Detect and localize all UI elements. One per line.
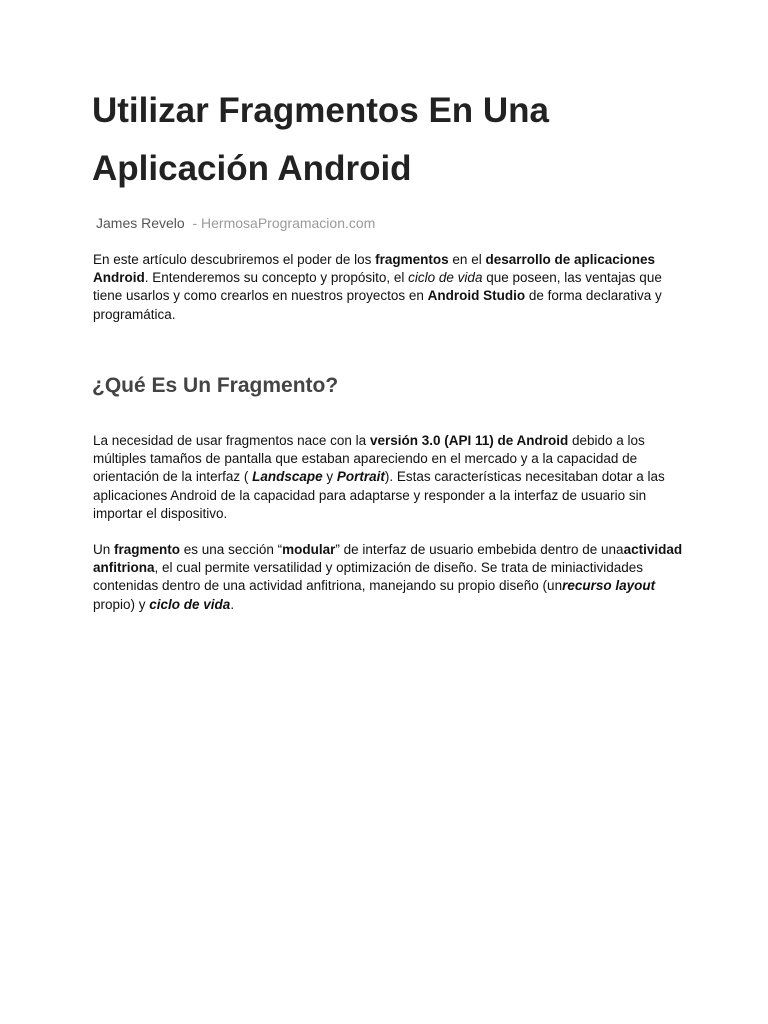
bold-italic-term-landscape: Landscape <box>252 469 323 485</box>
section-paragraph-1: La necesidad de usar fragmentos nace con la versión 3.0 (API 11) de Android debido a los múltiples tamaños de pantalla que estaban apareciendo en el mercado y a la capacidad de orientación de la interfaz ( Landscape y Portrait). Estas características necesitaban dotar a las aplicaciones Android de la capacidad para adaptarse y responder a la interfaz de usuario sin importar el dispositivo. <box>93 433 665 521</box>
bold-term-android-studio: Android Studio <box>427 288 526 304</box>
intro-paragraph: En este artículo descubriremos el poder de los fragmentos en el desarrollo de aplicaciones Android. Entenderemos su concepto y propósito, el ciclo de vida que poseen, las ventajas que tiene usarlos y como crearlos en nuestros proyectos en Android Studio de forma declarativa y programática. <box>93 252 662 322</box>
article-title-line-2: Aplicación Android <box>92 149 412 188</box>
bold-term-desarrollo: desarrollo de aplicaciones Android <box>93 252 656 286</box>
bold-italic-term-ciclo-de-vida: ciclo de vida <box>149 596 231 612</box>
section-paragraph-2: Un fragmento es una sección “modular” de interfaz de usuario embebida dentro de unaactividad anfitriona, el cual permite versatilidad y optimización de diseño. Se trata de miniactividades contenidas dentro de una actividad anfitriona, manejando su propio diseño (unrecurso layout propio) y ciclo de vida. <box>93 542 683 612</box>
bold-italic-term-recurso-layout: recurso layout <box>562 578 656 594</box>
section-heading: ¿Qué Es Un Fragmento? <box>92 374 339 397</box>
bold-term-version: versión 3.0 (API 11) de Android <box>369 433 569 448</box>
article-title <box>92 82 692 198</box>
bold-italic-term-portrait: Portrait <box>336 469 385 485</box>
italic-term-ciclo-de-vida: ciclo de vida <box>408 270 483 286</box>
bold-term-fragmento: fragmento <box>114 542 181 557</box>
site-name: - HermosaProgramacion.com <box>192 215 376 231</box>
bold-term-actividad-anfitriona: actividad anfitriona <box>93 542 683 576</box>
bold-term-fragmentos: fragmentos <box>375 252 449 267</box>
byline <box>96 214 375 232</box>
bold-term-modular: modular <box>282 542 336 557</box>
author-name: James Revelo <box>96 215 185 231</box>
article-title-line-1: Utilizar Fragmentos En Una <box>92 91 550 130</box>
